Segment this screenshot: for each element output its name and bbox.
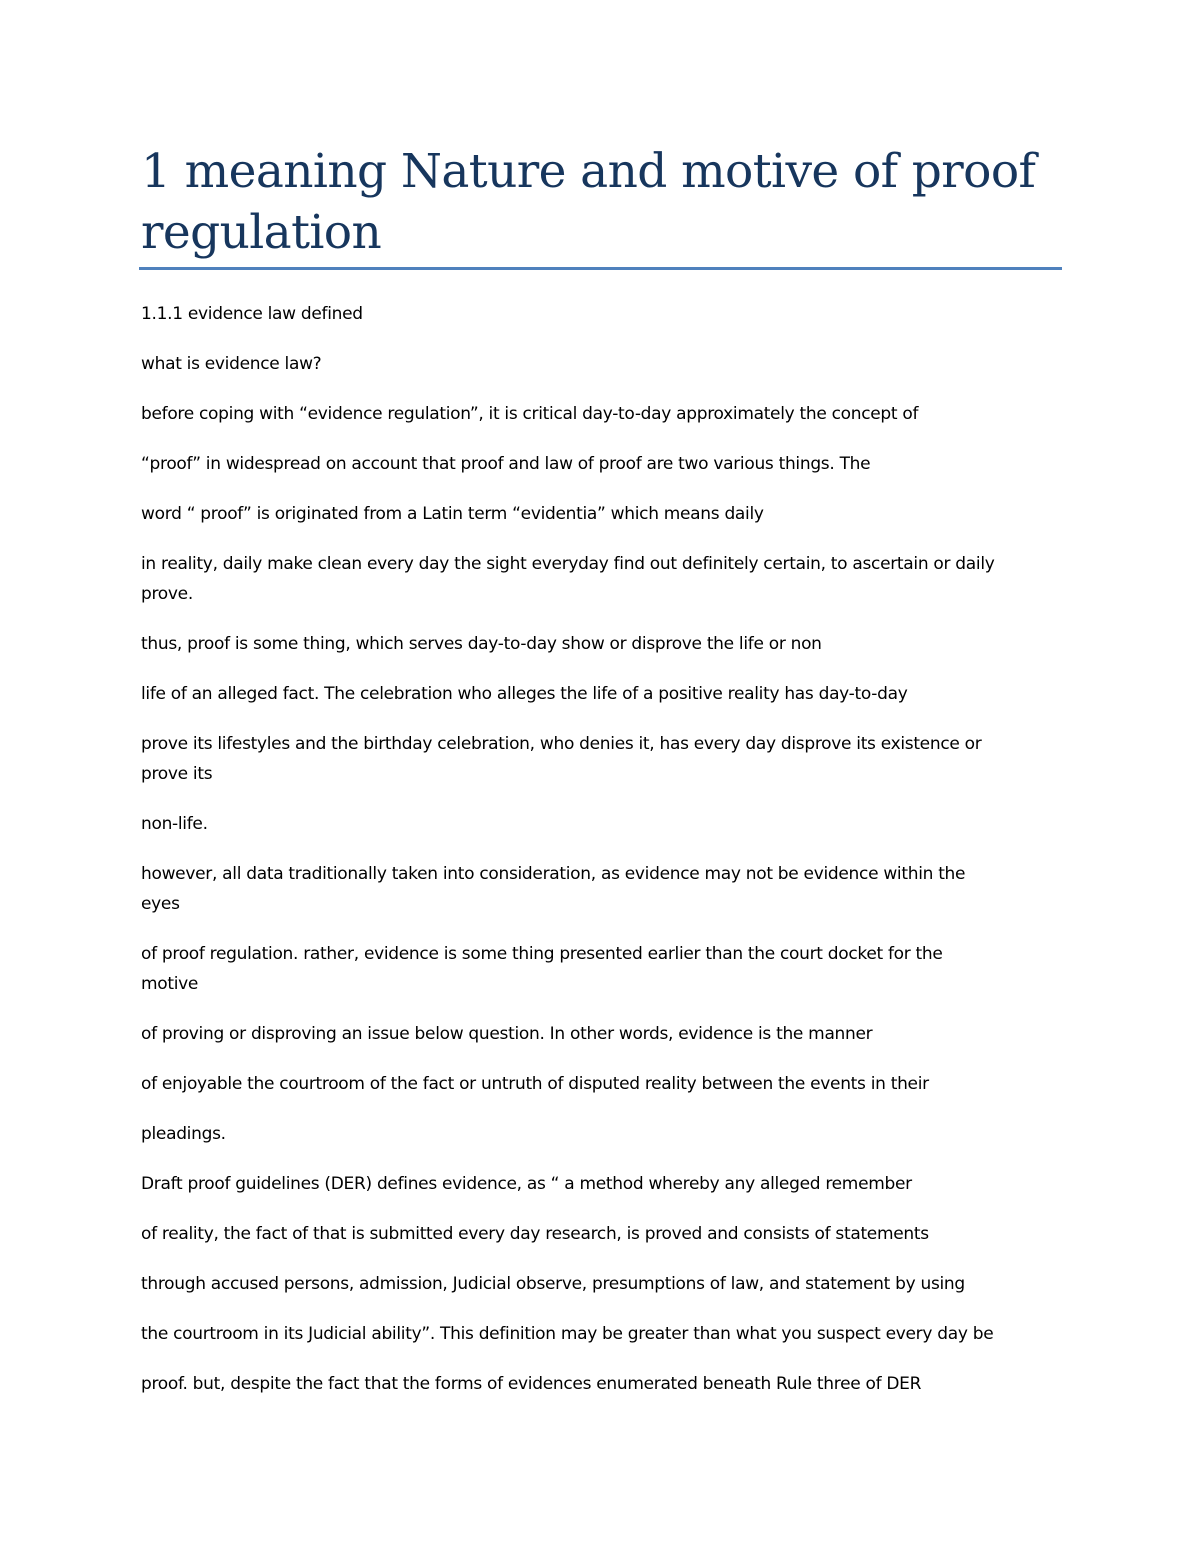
- paragraph: [141, 939, 1051, 999]
- paragraph-line: pleadings.: [141, 1124, 226, 1144]
- paragraph: [141, 499, 1051, 529]
- paragraph: [141, 729, 1051, 789]
- paragraph: [141, 1069, 1051, 1099]
- paragraph-line: through accused persons, admission, Judicial observe, presumptions of law, and statement by using: [141, 1274, 965, 1294]
- paragraph-line: the courtroom in its Judicial ability”. This definition may be greater than what you suspect every day be: [141, 1324, 994, 1344]
- paragraph: [141, 1269, 1051, 1299]
- paragraph-line: prove its lifestyles and the birthday celebration, who denies it, has every day disprove its existence or: [141, 734, 982, 754]
- paragraph-line: in reality, daily make clean every day the sight everyday find out definitely certain, to ascertain or daily: [141, 554, 995, 574]
- paragraph-line: however, all data traditionally taken into consideration, as evidence may not be evidence within the: [141, 864, 966, 884]
- paragraph: [141, 859, 1051, 919]
- paragraph-line: Draft proof guidelines (DER) defines evidence, as “ a method whereby any alleged remember: [141, 1174, 912, 1194]
- paragraph-line: word “ proof” is originated from a Latin term “evidentia” which means daily: [141, 504, 764, 524]
- paragraph-line: 1.1.1 evidence law defined: [141, 304, 363, 324]
- paragraph-line: prove its: [141, 764, 213, 784]
- document-body: [141, 299, 1051, 1419]
- paragraph-line: prove.: [141, 584, 193, 604]
- paragraph-line: motive: [141, 974, 199, 994]
- paragraph: [141, 1119, 1051, 1149]
- paragraph-line: of proof regulation. rather, evidence is some thing presented earlier than the court docket for the: [141, 944, 943, 964]
- paragraph-line: proof. but, despite the fact that the forms of evidences enumerated beneath Rule three of DER: [141, 1374, 922, 1394]
- title-underline: [139, 267, 1062, 270]
- document-title: 1 meaning Nature and motive of proof regulation: [141, 144, 1036, 260]
- paragraph: [141, 629, 1051, 659]
- paragraph-line: “proof” in widespread on account that proof and law of proof are two various things. The: [141, 454, 871, 474]
- paragraph: [141, 1169, 1051, 1199]
- paragraph: [141, 299, 1051, 329]
- paragraph-line: non-life.: [141, 814, 208, 834]
- paragraph: [141, 679, 1051, 709]
- paragraph: [141, 1019, 1051, 1049]
- paragraph-line: of proving or disproving an issue below question. In other words, evidence is the manner: [141, 1024, 873, 1044]
- paragraph: [141, 809, 1051, 839]
- paragraph-line: eyes: [141, 894, 180, 914]
- paragraph: [141, 1369, 1051, 1399]
- paragraph-line: life of an alleged fact. The celebration who alleges the life of a positive reality has day-to-day: [141, 684, 908, 704]
- paragraph: [141, 449, 1051, 479]
- paragraph-line: of reality, the fact of that is submitted every day research, is proved and consists of statements: [141, 1224, 929, 1244]
- paragraph-line: of enjoyable the courtroom of the fact or untruth of disputed reality between the events in their: [141, 1074, 929, 1094]
- paragraph: [141, 549, 1051, 609]
- paragraph-line: what is evidence law?: [141, 354, 322, 374]
- paragraph: [141, 399, 1051, 429]
- paragraph: [141, 349, 1051, 379]
- paragraph: [141, 1319, 1051, 1349]
- paragraph-line: before coping with “evidence regulation”, it is critical day-to-day approximately the concept of: [141, 404, 919, 424]
- paragraph-line: thus, proof is some thing, which serves day-to-day show or disprove the life or non: [141, 634, 822, 654]
- paragraph: [141, 1219, 1051, 1249]
